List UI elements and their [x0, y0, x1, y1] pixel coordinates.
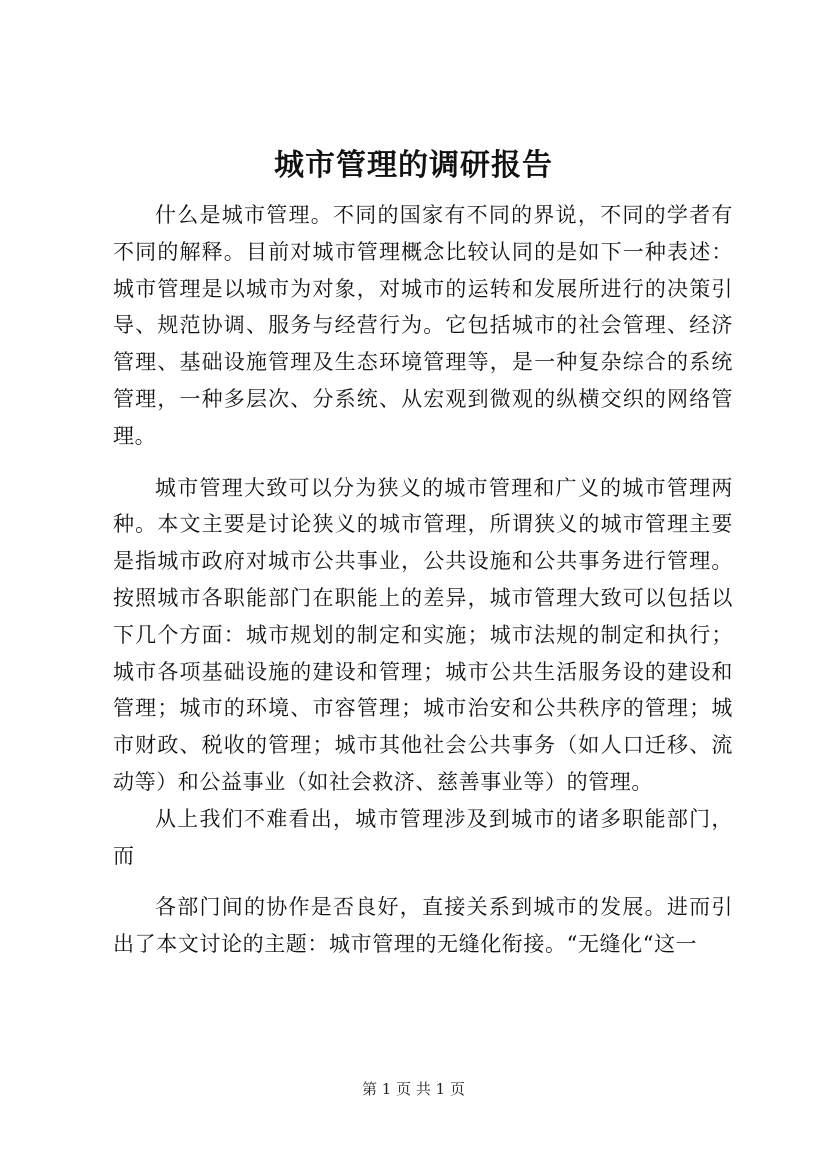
- paragraph-seamless: 各部门间的协作是否良好，直接关系到城市的发展。进而引出了本文讨论的主题：城市管理的无缝化衔接。“无缝化“这一: [113, 895, 733, 957]
- document-title: 城市管理的调研报告: [274, 148, 553, 183]
- page-footer: 第 1 页 共 1 页: [362, 1080, 465, 1098]
- paragraph-scope: 城市管理大致可以分为狭义的城市管理和广义的城市管理两种。本文主要是讨论狭义的城市管理，所谓狭义的城市管理主要是指城市政府对城市公共事业，公共设施和公共事务进行管理。按照城市各职能部门在职能上的差异，城市管理大致可以包括以下几个方面：城市规划的制定和实施；城市法规的制定和执行；城市各项基础设施的建设和管理；城市公共生活服务设的建设和管理；城市的环境、市容管理；城市治安和公共秩序的管理；城市财政、税收的管理；城市其他社会公共事务（如人口迁移、流动等）和公益事业（如社会救济、慈善事业等）的管理。: [113, 475, 733, 794]
- document-body: [113, 197, 733, 963]
- paragraph-definition: 什么是城市管理。不同的国家有不同的界说，不同的学者有不同的解释。目前对城市管理概念比较认同的是如下一种表述：城市管理是以城市为对象，对城市的运转和发展所进行的决策引导、规范协调、服务与经营行为。它包括城市的社会管理、经济管理、基础设施管理及生态环境管理等，是一种复杂综合的系统管理，一种多层次、分系统、从宏观到微观的纵横交织的网络管理。: [113, 203, 733, 448]
- paragraph-departments: 从上我们不难看出，城市管理涉及到城市的诸多职能部门，而: [113, 806, 733, 868]
